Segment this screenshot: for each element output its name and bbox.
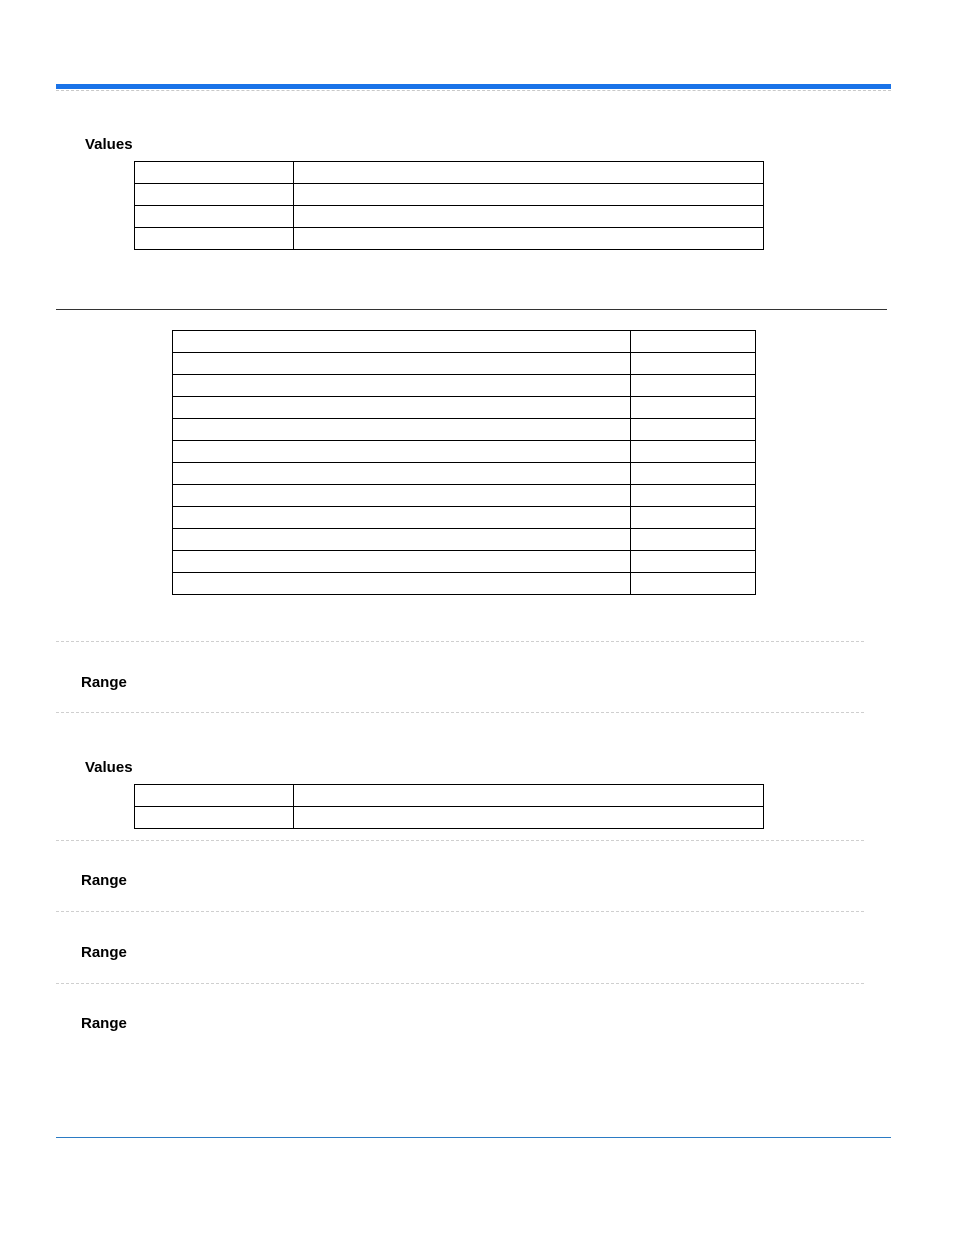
table-row [173,419,756,441]
table-cell [135,184,294,206]
table-row [173,397,756,419]
table-cell [173,485,631,507]
table-cell [294,162,764,184]
dashed-separator [56,641,864,642]
table-cell [631,507,756,529]
table-row [135,785,764,807]
table-row [173,463,756,485]
table-cell [294,184,764,206]
section-separator [56,309,887,310]
table-cell [294,785,764,807]
table-cell [631,441,756,463]
range-label-1: Range [81,674,127,691]
table-row [173,375,756,397]
data-table-2 [172,330,756,595]
range-label-2: Range [81,872,127,889]
table-row [173,441,756,463]
table-cell [631,551,756,573]
footer-rule [56,1137,891,1138]
table-row [173,331,756,353]
table-row [173,485,756,507]
values-label-2: Values [85,759,133,776]
table-row [173,573,756,595]
table-cell [294,228,764,250]
table-row [135,162,764,184]
values-table-2 [134,784,764,829]
table-cell [631,331,756,353]
table-cell [631,463,756,485]
dashed-separator [56,712,864,713]
table-cell [631,419,756,441]
table-cell [173,441,631,463]
table-row [135,206,764,228]
table-cell [135,807,294,829]
table-cell [294,807,764,829]
table-cell [173,463,631,485]
range-label-3: Range [81,944,127,961]
table-row [173,507,756,529]
table-cell [173,419,631,441]
table-cell [173,529,631,551]
table-cell [631,353,756,375]
table-cell [135,785,294,807]
table-cell [135,228,294,250]
table-row [173,353,756,375]
table-cell [173,353,631,375]
dashed-separator [56,911,864,912]
dashed-separator [56,983,864,984]
table-cell [173,375,631,397]
table-row [135,807,764,829]
dashed-separator [56,840,864,841]
table-cell [631,485,756,507]
table-cell [135,162,294,184]
values-label-1: Values [85,136,133,153]
table-cell [631,529,756,551]
table-row [135,184,764,206]
table-cell [173,551,631,573]
table-cell [631,375,756,397]
table-row [173,529,756,551]
table-cell [135,206,294,228]
table-row [135,228,764,250]
table-row [173,551,756,573]
table-cell [173,397,631,419]
table-cell [173,573,631,595]
header-dashed-rule [56,90,891,91]
values-table-1 [134,161,764,250]
header-accent-bar [56,84,891,89]
table-cell [294,206,764,228]
table-cell [173,507,631,529]
table-cell [173,331,631,353]
table-cell [631,397,756,419]
range-label-4: Range [81,1015,127,1032]
table-cell [631,573,756,595]
